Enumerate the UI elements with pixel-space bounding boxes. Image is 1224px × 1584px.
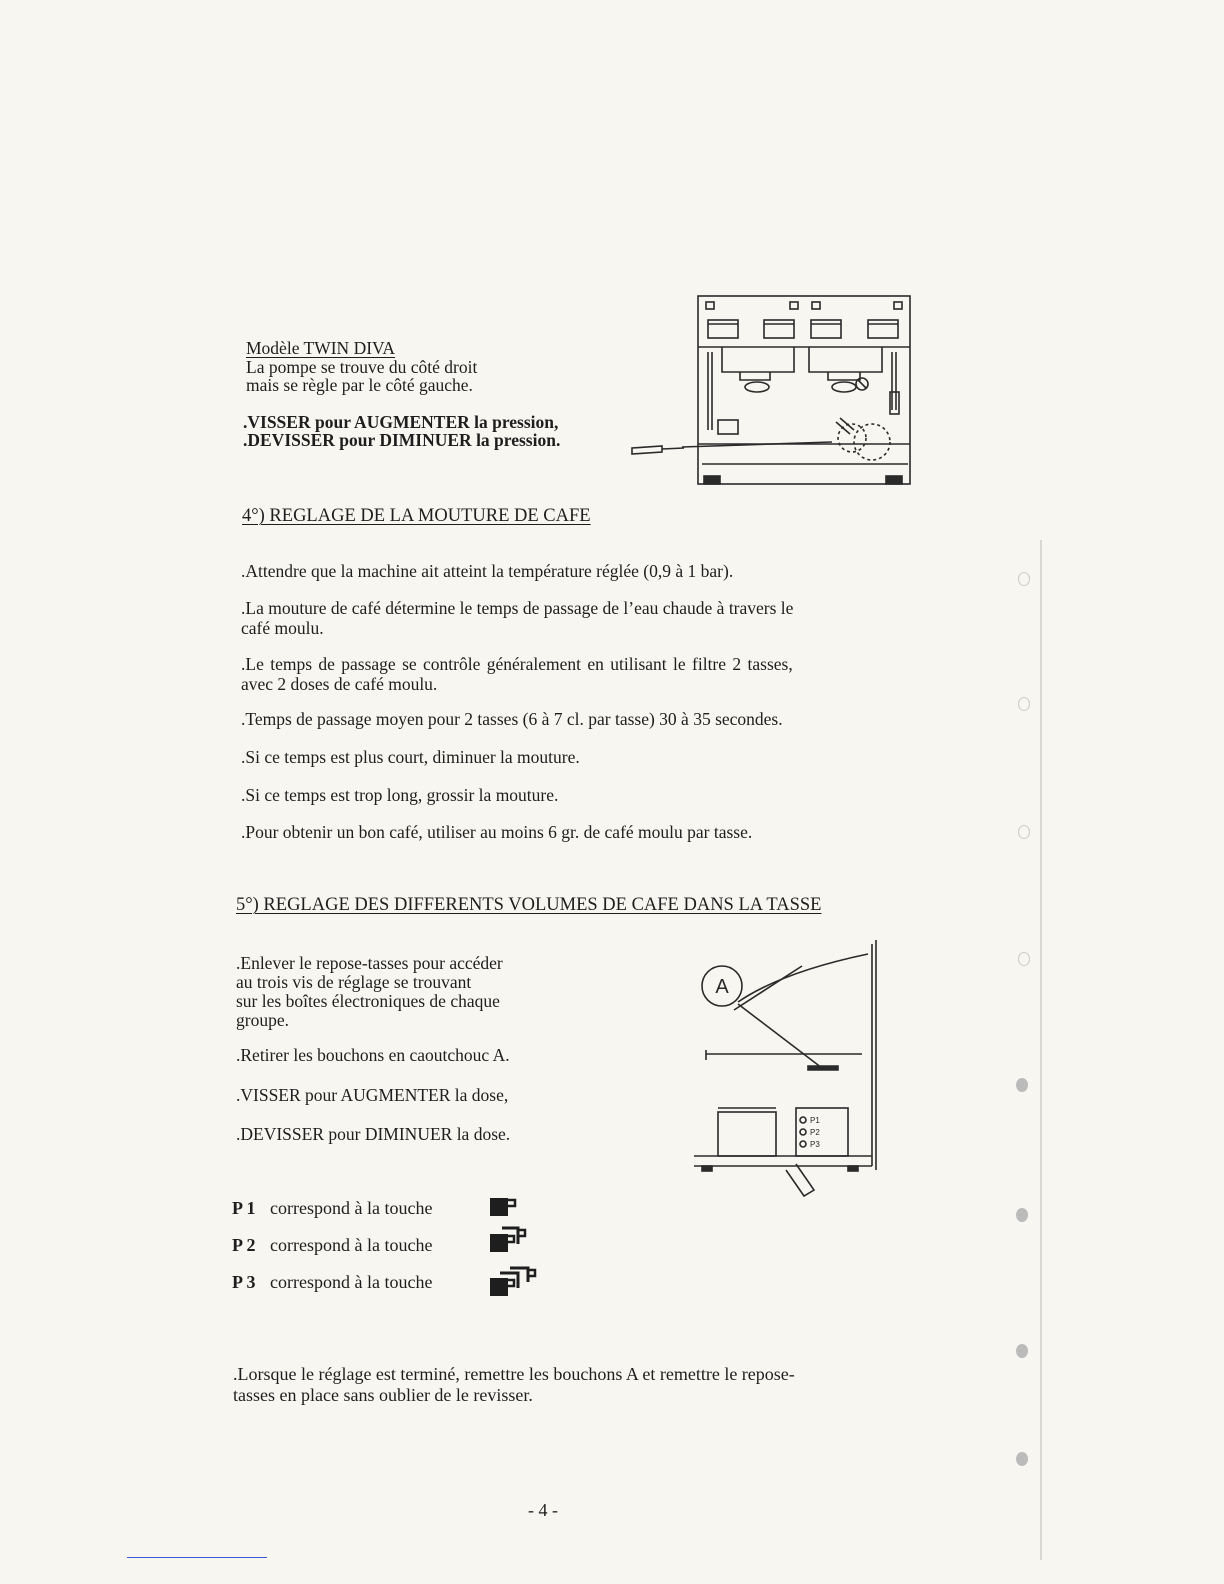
p2-line <box>232 1234 432 1256</box>
p2-code: P 2 <box>232 1235 256 1255</box>
cap-a-label: A <box>715 976 729 998</box>
p1-code: P 1 <box>232 1198 256 1218</box>
screw-increase-pressure: .VISSER pour AUGMENTER la pression, <box>243 412 559 432</box>
screw-p2-label: P2 <box>810 1128 820 1137</box>
section-5-l2: au trois vis de réglage se trouvant <box>236 972 472 992</box>
pump-adjust-text: mais se règle par le côté gauche. <box>246 375 473 395</box>
footer-rule <box>127 1557 267 1558</box>
punch-hole <box>1018 952 1030 966</box>
section-5-heading: 5°) REGLAGE DES DIFFERENTS VOLUMES DE CAFE DANS LA TASSE <box>236 895 822 915</box>
p3-line <box>232 1271 432 1293</box>
final-instruction-b: tasses en place sans oublier de le revisser. <box>233 1385 533 1405</box>
two-cups-icon <box>488 1226 530 1256</box>
twin-diva-machine-diagram <box>622 292 914 498</box>
unscrew-decrease-dose: .DEVISSER pour DIMINUER la dose. <box>236 1124 511 1144</box>
section-4-p7: .Pour obtenir un bon café, utiliser au moins 6 gr. de café moulu par tasse. <box>241 822 753 842</box>
section-4-p5: .Si ce temps est plus court, diminuer la mouture. <box>241 747 580 767</box>
punch-hole <box>1018 697 1030 711</box>
screw-p1-label: P1 <box>810 1116 820 1125</box>
screw-p3-label: P3 <box>810 1140 820 1149</box>
one-cup-icon <box>488 1194 520 1220</box>
p1-line <box>232 1197 432 1219</box>
p2-text: correspond à la touche <box>270 1235 433 1255</box>
section-5-l3: sur les boîtes électroniques de chaque <box>236 991 500 1011</box>
model-title: Modèle TWIN DIVA <box>246 338 396 358</box>
pump-location-text: La pompe se trouve du côté droit <box>246 357 478 377</box>
screw-increase-dose: .VISSER pour AUGMENTER la dose, <box>236 1085 509 1105</box>
p3-code: P 3 <box>232 1272 256 1292</box>
p3-text: correspond à la touche <box>270 1272 433 1292</box>
unscrew-decrease-pressure: .DEVISSER pour DIMINUER la pression. <box>243 430 561 450</box>
section-4-p2b: café moulu. <box>241 618 324 638</box>
section-4-heading: 4°) REGLAGE DE LA MOUTURE DE CAFE <box>242 506 591 526</box>
page-number: - 4 - <box>528 1500 558 1520</box>
p1-text: correspond à la touche <box>270 1198 433 1218</box>
section-4-p3b: avec 2 doses de café moulu. <box>241 674 438 694</box>
section-4-p3a: .Le temps de passage se contrôle généralement en utilisant le filtre 2 tasses, <box>241 654 793 674</box>
three-cups-icon <box>488 1266 542 1300</box>
section-5-l4: groupe. <box>236 1010 289 1030</box>
section-4-p4: .Temps de passage moyen pour 2 tasses (6 à 7 cl. par tasse) 30 à 35 secondes. <box>241 709 783 729</box>
punch-hole <box>1016 1208 1028 1222</box>
punch-hole <box>1018 572 1030 586</box>
adjustment-screws-diagram <box>682 938 882 1208</box>
punch-hole <box>1016 1344 1028 1358</box>
final-instruction-a: .Lorsque le réglage est terminé, remettre les bouchons A et remettre le repose- <box>233 1364 795 1384</box>
section-4-p2a: .La mouture de café détermine le temps de passage de l’eau chaude à travers le <box>241 598 794 618</box>
punch-hole <box>1018 825 1030 839</box>
binder-edge <box>1040 540 1042 1560</box>
punch-hole <box>1016 1078 1028 1092</box>
section-5-l1: .Enlever le repose-tasses pour accéder <box>236 953 503 973</box>
punch-hole <box>1016 1452 1028 1466</box>
section-4-p6: .Si ce temps est trop long, grossir la mouture. <box>241 785 559 805</box>
remove-rubber-caps: .Retirer les bouchons en caoutchouc A. <box>236 1045 510 1065</box>
section-4-p1: .Attendre que la machine ait atteint la température réglée (0,9 à 1 bar). <box>241 561 734 581</box>
